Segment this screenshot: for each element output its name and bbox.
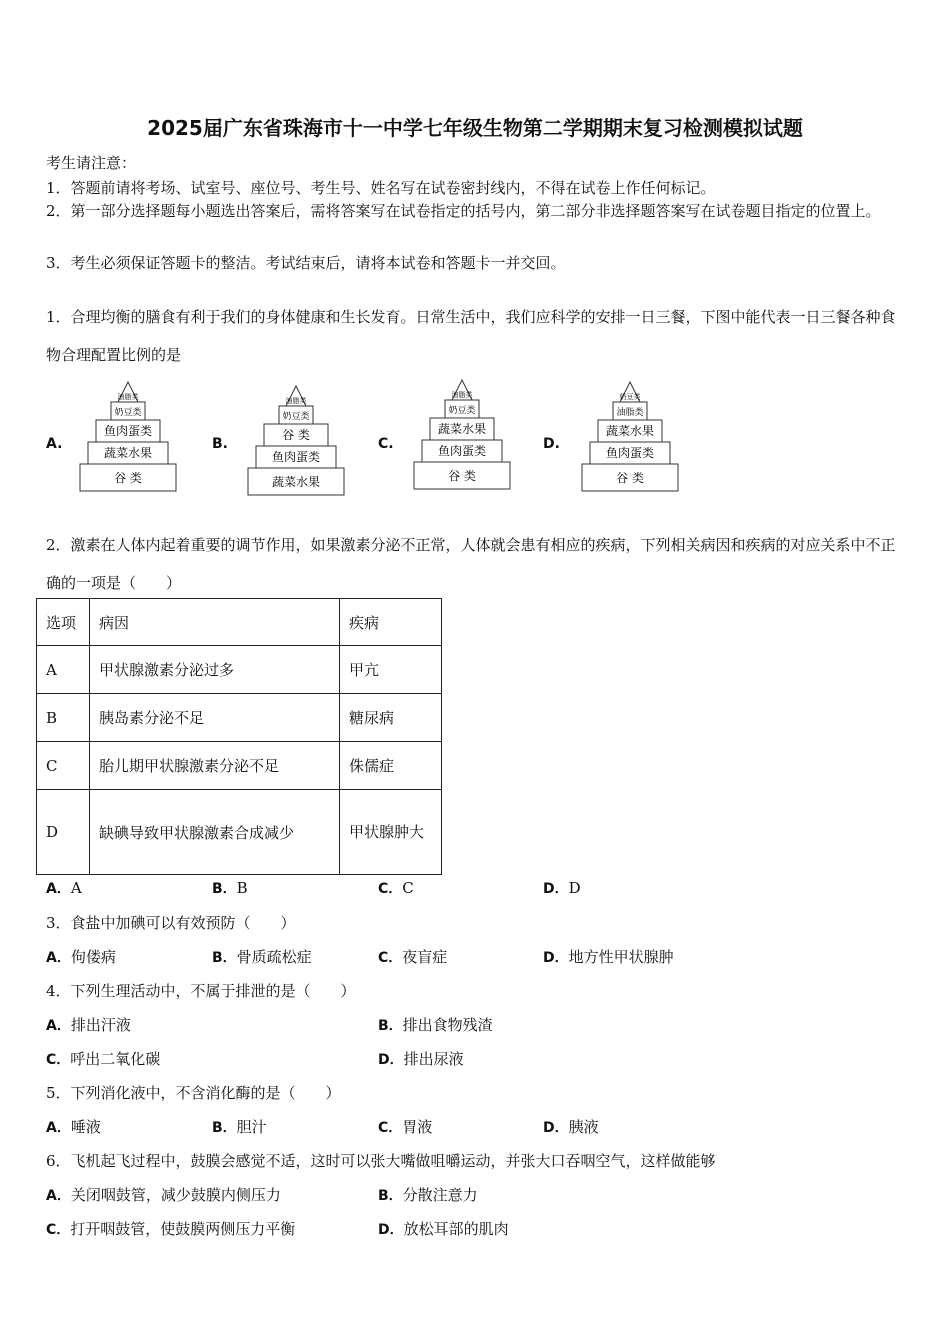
pyramid-layer-label: 谷 类 xyxy=(448,469,476,483)
question-5-stem: 5．下列消化液中，不含消化酶的是（ ） xyxy=(46,1084,341,1102)
q3-option-d[interactable] xyxy=(543,946,674,967)
q1-option-d-label[interactable]: D. xyxy=(543,436,560,452)
table-cell: 甲状腺激素分泌过多 xyxy=(90,646,340,694)
q5-option-a[interactable] xyxy=(46,1116,101,1137)
option-text: 排出食物残渣 xyxy=(402,1016,493,1034)
pyramid-layer-label: 奶豆类 xyxy=(282,412,310,422)
q3-option-c[interactable] xyxy=(378,946,447,967)
q3-option-a[interactable] xyxy=(46,946,116,967)
option-label: B． xyxy=(212,881,237,897)
q6-option-a[interactable] xyxy=(46,1184,281,1205)
option-label: D． xyxy=(378,1052,404,1068)
option-text: 夜盲症 xyxy=(402,948,448,966)
table-cell: D xyxy=(37,790,90,875)
pyramid-layer-label: 油脂类 xyxy=(285,397,307,405)
table-cell: 胎儿期甲状腺激素分泌不足 xyxy=(90,742,340,790)
pyramid-layer-label: 谷 类 xyxy=(616,471,644,485)
pyramid-layer-label: 谷 类 xyxy=(282,428,310,442)
option-label: D． xyxy=(543,881,569,897)
q6-option-b[interactable] xyxy=(378,1184,478,1205)
notice-item: 3．考生必须保证答题卡的整洁。考试结束后，请将本试卷和答题卡一并交回。 xyxy=(46,254,566,272)
table-cell: A xyxy=(37,646,90,694)
q4-option-c[interactable] xyxy=(46,1048,160,1069)
notice-heading: 考生请注意： xyxy=(46,154,137,172)
q1-option-a-label[interactable]: A. xyxy=(46,436,63,452)
q1-option-d-pyramid xyxy=(580,380,680,498)
table-cell: 糖尿病 xyxy=(340,694,442,742)
table-cell: 缺碘导致甲状腺激素合成减少 xyxy=(90,790,340,875)
question-1-stem: 1．合理均衡的膳食有利于我们的身体健康和生长发育。日常生活中，我们应科学的安排一日三餐，下图中能代表一日三餐各种食物合理配置比例的是 xyxy=(46,308,896,364)
q5-option-b[interactable] xyxy=(212,1116,267,1137)
option-label: B． xyxy=(378,1188,403,1204)
question-6-stem: 6．飞机起飞过程中，鼓膜会感觉不适，这时可以张大嘴做咀嚼运动，并张大口吞咽空气，这样做能够 xyxy=(46,1152,716,1170)
pyramid-layer-label: 蔬菜水果 xyxy=(437,422,487,436)
option-label: B． xyxy=(212,1120,237,1136)
page-title: 2025届广东省珠海市十一中学七年级生物第二学期期末复习检测模拟试题 xyxy=(147,116,803,140)
pyramid-layer-label: 蔬菜水果 xyxy=(103,446,153,460)
pyramid-layer-label: 蔬菜水果 xyxy=(605,424,655,438)
option-text: 打开咽鼓管，使鼓膜两侧压力平衡 xyxy=(70,1220,296,1238)
q6-option-d[interactable] xyxy=(378,1218,509,1239)
option-label: D． xyxy=(378,1222,404,1238)
option-label: A． xyxy=(46,881,71,897)
pyramid-layer-label: 油脂类 xyxy=(117,393,139,401)
option-text: 胃液 xyxy=(402,1118,433,1136)
table-header-cell: 疾病 xyxy=(340,599,442,646)
question-2-stem: 2．激素在人体内起着重要的调节作用，如果激素分泌不正常，人体就会患有相应的疾病，下列相关病因和疾病的对应关系中不正确的一项是（ ） xyxy=(46,536,896,592)
table-cell: 侏儒症 xyxy=(340,742,442,790)
option-text: 排出尿液 xyxy=(403,1050,464,1068)
q2-option-b[interactable] xyxy=(212,878,248,898)
q1-option-c-pyramid xyxy=(412,378,512,496)
option-label: C． xyxy=(378,881,403,897)
q2-option-d[interactable] xyxy=(543,878,581,898)
pyramid-layer-label: 鱼肉蛋类 xyxy=(605,446,655,460)
option-text: 唾液 xyxy=(70,1118,101,1136)
question-4-stem: 4．下列生理活动中，不属于排泄的是（ ） xyxy=(46,982,356,1000)
option-text: 骨质疏松症 xyxy=(236,948,312,966)
table-cell: 胰岛素分泌不足 xyxy=(90,694,340,742)
q4-option-b[interactable] xyxy=(378,1014,493,1035)
option-text: D xyxy=(568,879,581,897)
pyramid-layer-label: 鱼肉蛋类 xyxy=(437,444,487,458)
q1-option-c-label[interactable]: C. xyxy=(378,436,394,452)
option-text: 胆汁 xyxy=(236,1118,267,1136)
q2-option-a[interactable] xyxy=(46,878,82,898)
option-label: A． xyxy=(46,1188,71,1204)
option-label: A． xyxy=(46,1018,71,1034)
option-label: A． xyxy=(46,950,71,966)
table-header-cell: 选项 xyxy=(37,599,90,646)
pyramid-layer-label: 鱼肉蛋类 xyxy=(103,424,153,438)
option-text: B xyxy=(236,879,248,897)
q5-option-d[interactable] xyxy=(543,1116,599,1137)
pyramid-layer-label: 谷 类 xyxy=(114,471,142,485)
option-text: 胰液 xyxy=(568,1118,599,1136)
q3-option-b[interactable] xyxy=(212,946,312,967)
option-label: D． xyxy=(543,1120,569,1136)
q1-option-a-pyramid xyxy=(78,380,178,498)
pyramid-layer-label: 油脂类 xyxy=(616,408,644,418)
option-text: A xyxy=(70,879,82,897)
pyramid-layer-label: 鱼肉蛋类 xyxy=(271,450,321,464)
option-text: 呼出二氧化碳 xyxy=(70,1050,161,1068)
q1-option-b-label[interactable]: B. xyxy=(212,436,228,452)
notice-item: 2．第一部分选择题每小题选出答案后，需将答案写在试卷指定的括号内，第二部分非选择题答案写在试卷题目指定的位置上。 xyxy=(46,202,881,220)
option-text: 佝偻病 xyxy=(70,948,116,966)
question-3-stem: 3．食盐中加碘可以有效预防（ ） xyxy=(46,914,296,932)
option-label: C． xyxy=(46,1052,71,1068)
notice-item: 1．答题前请将考场、试室号、座位号、考生号、姓名写在试卷密封线内，不得在试卷上作任何标记。 xyxy=(46,179,716,197)
option-label: C． xyxy=(46,1222,71,1238)
option-text: C xyxy=(402,879,414,897)
pyramid-layer-label: 奶豆类 xyxy=(114,408,142,418)
option-text: 分散注意力 xyxy=(402,1186,478,1204)
option-label: C． xyxy=(378,1120,403,1136)
option-text: 排出汗液 xyxy=(70,1016,131,1034)
pyramid-layer-label: 奶豆类 xyxy=(448,406,476,416)
option-label: B． xyxy=(212,950,237,966)
option-text: 放松耳部的肌肉 xyxy=(403,1220,509,1238)
q5-option-c[interactable] xyxy=(378,1116,432,1137)
q4-option-d[interactable] xyxy=(378,1048,464,1069)
table-cell: 甲亢 xyxy=(340,646,442,694)
option-label: B． xyxy=(378,1018,403,1034)
pyramid-layer-label: 油脂类 xyxy=(451,391,473,399)
table-cell: C xyxy=(37,742,90,790)
q4-option-a[interactable] xyxy=(46,1014,131,1035)
table-header-cell: 病因 xyxy=(90,599,340,646)
table-cell: B xyxy=(37,694,90,742)
q6-option-c[interactable] xyxy=(46,1218,295,1239)
option-label: C． xyxy=(378,950,403,966)
option-label: D． xyxy=(543,950,569,966)
table-cell: 甲状腺肿大 xyxy=(340,790,442,875)
pyramid-layer-label: 蔬菜水果 xyxy=(271,475,321,489)
q2-option-c[interactable] xyxy=(378,878,414,898)
q1-option-b-pyramid xyxy=(246,384,346,502)
option-label: A． xyxy=(46,1120,71,1136)
option-text: 关闭咽鼓管，减少鼓膜内侧压力 xyxy=(70,1186,281,1204)
pyramid-layer-label: 奶豆类 xyxy=(619,393,641,401)
option-text: 地方性甲状腺肿 xyxy=(568,948,674,966)
hormone-disease-table xyxy=(36,598,442,875)
